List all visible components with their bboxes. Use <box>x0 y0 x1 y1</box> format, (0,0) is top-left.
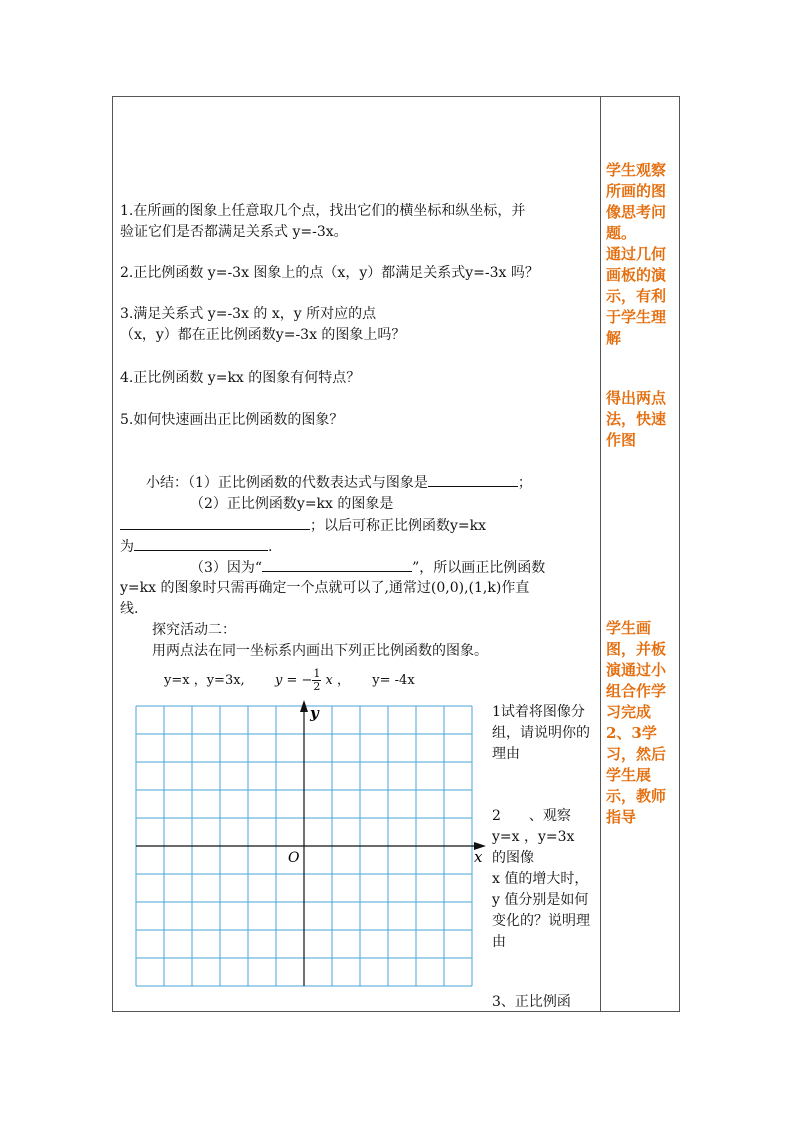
right-question-2-body: y=x ，y=3x 的图像 <box>492 829 575 866</box>
summary-line-2: （2）正比例函数y=kx 的图象是 <box>190 496 394 512</box>
summary-text-1-end: ； <box>517 475 532 491</box>
right-question-3: 3、正比例函 <box>492 994 571 1010</box>
right-question-2-title: 2 、观察 <box>492 808 571 824</box>
activity-title: 探究活动二： <box>152 622 236 638</box>
function-3-suffix: x <box>325 673 333 688</box>
summary-line-3a <box>190 557 545 579</box>
question-4: 4.正比例函数 y=kx 的图象有何特点？ <box>120 370 361 386</box>
summary-text-2b: ；以后可称正比例函数y=kx <box>310 518 487 534</box>
column-divider <box>600 96 601 1012</box>
function-4: y= -4x <box>372 673 415 688</box>
question-1-line-2: 验证它们是否都满足关系式 y=-3x。 <box>120 224 348 240</box>
question-3-line-2: （x，y）都在正比例函数y=-3x 的图象上吗？ <box>120 327 406 343</box>
function-3-prefix: y = − <box>274 673 313 688</box>
question-1-line-1: 1.在所画的图象上任意取几个点，找出它们的横坐标和纵坐标，并 <box>120 203 526 219</box>
function-list <box>164 668 415 693</box>
right-question-1: 1试着将图像分组，请说明你的理由 <box>492 704 590 762</box>
side-note-observe: 学生观察所画的图像思考问题。 <box>606 161 667 242</box>
x-axis-label: x <box>474 848 483 866</box>
side-note-two-point-method: 得出两点法，快速作图 <box>606 389 667 449</box>
fraction-denominator: 2 <box>313 680 321 693</box>
summary-line-3b: y=kx 的图象时只需再确定一个点就可以了,通常过(0,0),(1,k)作直 <box>120 580 530 596</box>
activity-instruction: 用两点法在同一坐标系内画出下列正比例函数的图象。 <box>152 643 488 659</box>
coordinate-grid[interactable] <box>126 698 486 998</box>
side-note-geometer: 通过几何画板的演示，有利于学生理解 <box>606 245 667 347</box>
question-2: 2.正比例函数 y=-3x 图象上的点（x，y）都满足关系式y=-3x 吗？ <box>120 265 539 281</box>
answer-blank-3[interactable] <box>134 536 268 551</box>
summary-text-3a-end: ”，所以画正比例函数 <box>412 560 546 576</box>
summary-line-3c: 线. <box>120 601 139 617</box>
origin-label: O <box>288 850 300 866</box>
right-question-2-body-2: x 值的增大时，y 值分别是如何变化的？说明理由 <box>492 871 590 950</box>
question-3-line-1: 3.满足关系式 y=-3x 的 x，y 所对应的点 <box>120 306 377 322</box>
summary-text-1: 小结：（1）正比例函数的代数表达式与图象是 <box>146 475 428 491</box>
function-1-2: y=x ，y=3x, <box>164 673 245 688</box>
summary-line-2c <box>120 536 272 558</box>
summary-text-2c-end: . <box>268 539 273 555</box>
answer-blank-4[interactable] <box>262 557 412 572</box>
fraction-numerator: 1 <box>313 667 321 680</box>
summary-text-3a: （3）因为“ <box>190 560 263 576</box>
summary-line-1 <box>146 472 532 494</box>
fraction-one-half <box>312 668 321 693</box>
answer-blank-1[interactable] <box>428 472 518 487</box>
function-separator: ， <box>337 673 351 688</box>
answer-blank-2[interactable] <box>120 515 310 530</box>
summary-text-2c: 为 <box>120 539 134 555</box>
side-note-group-work: 学生画图，并板演通过小组合作学习完成2、3学习，然后学生展示，教师指导 <box>606 619 667 826</box>
summary-line-2b <box>120 515 486 537</box>
question-5: 5.如何快速画出正比例函数的图象？ <box>120 412 344 428</box>
y-axis-label: y <box>310 704 319 722</box>
